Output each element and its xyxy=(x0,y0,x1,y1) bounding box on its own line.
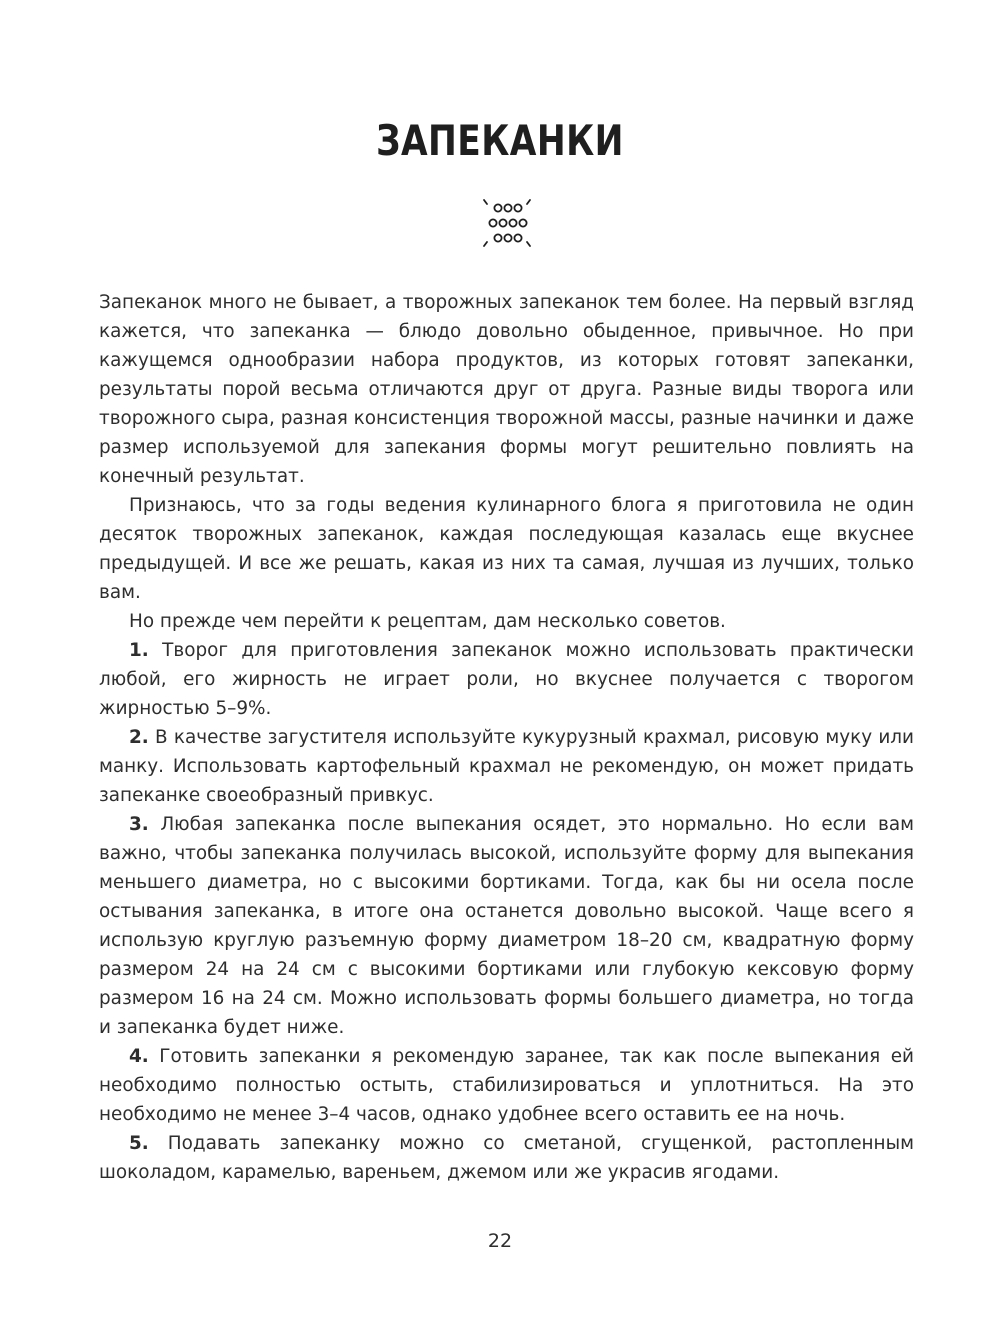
intro-paragraph-2: Признаюсь, что за годы ведения кулинарного блога я приготовила не один десяток творожных запеканок, каждая последующая казалась еще вкуснее предыдущей. И все же решать, какая из них та самая, лучшая из лучших, только вам. xyxy=(99,495,914,603)
tip-text: В качестве загустителя используйте кукурузный крахмал, рисовую муку или манку. Использовать картофельный крахмал не рекомендую, он может придать запеканке своеобразный привкус. xyxy=(99,727,914,806)
intro-paragraph-3: Но прежде чем перейти к рецептам, дам несколько советов. xyxy=(129,611,726,632)
tip-1 xyxy=(99,636,914,723)
tip-number: 3. xyxy=(129,814,149,835)
intro-paragraph-1: Запеканок много не бывает, а творожных запеканок тем более. На первый взгляд кажется, что запеканка — блюдо довольно обыденное, привычное. Но при кажущемся однообразии набора продуктов, из которых готовят запеканки, результаты порой весьма отличаются друг от друга. Разные виды творога или творожного сыра, разная консистенция творожной массы, разные начинки и даже размер используемой для запекания формы могут решительно повлиять на конечный результат. xyxy=(99,292,914,487)
tip-number: 4. xyxy=(129,1046,149,1067)
tip-text: Готовить запеканки я рекомендую заранее, так как после выпекания ей необходимо полностью остыть, стабилизироваться и уплотниться. На это необходимо не менее 3–4 часов, однако удобнее всего оставить ее на ночь. xyxy=(99,1046,914,1125)
tip-text: Любая запеканка после выпекания осядет, это нормально. Но если вам важно, чтобы запеканка получилась высокой, используйте форму для выпекания меньшего диаметра, но с высокими бортиками. Тогда, как бы ни осела после остывания запеканка, в итоге она останется довольно высокой. Чаще всего я использую круглую разъемную форму диаметром 18–20 см, квадратную форму размером 24 на 24 см с высокими бортиками или глубокую кексовую форму размером 16 на 24 см. Можно использовать формы большего диаметра, но тогда и запеканка будет ниже. xyxy=(99,814,914,1038)
tip-2 xyxy=(99,723,914,810)
tip-3 xyxy=(99,810,914,1042)
tip-4 xyxy=(99,1042,914,1129)
tip-5 xyxy=(99,1129,914,1187)
tip-number: 1. xyxy=(129,640,149,661)
tip-number: 2. xyxy=(129,727,149,748)
page-number: 22 xyxy=(487,1230,513,1252)
dots-cluster-icon xyxy=(478,196,536,250)
body-text xyxy=(99,288,914,1187)
page-title: ЗАПЕКАНКИ xyxy=(376,116,624,165)
tip-text: Подавать запеканку можно со сметаной, сгущенкой, растопленным шоколадом, карамелью, вареньем, джемом или же украсив ягодами. xyxy=(99,1133,914,1183)
tip-number: 5. xyxy=(129,1133,149,1154)
tip-text: Творог для приготовления запеканок можно использовать практически любой, его жирность не играет роли, но вкуснее получается с творогом жирностью 5–9%. xyxy=(99,640,914,719)
